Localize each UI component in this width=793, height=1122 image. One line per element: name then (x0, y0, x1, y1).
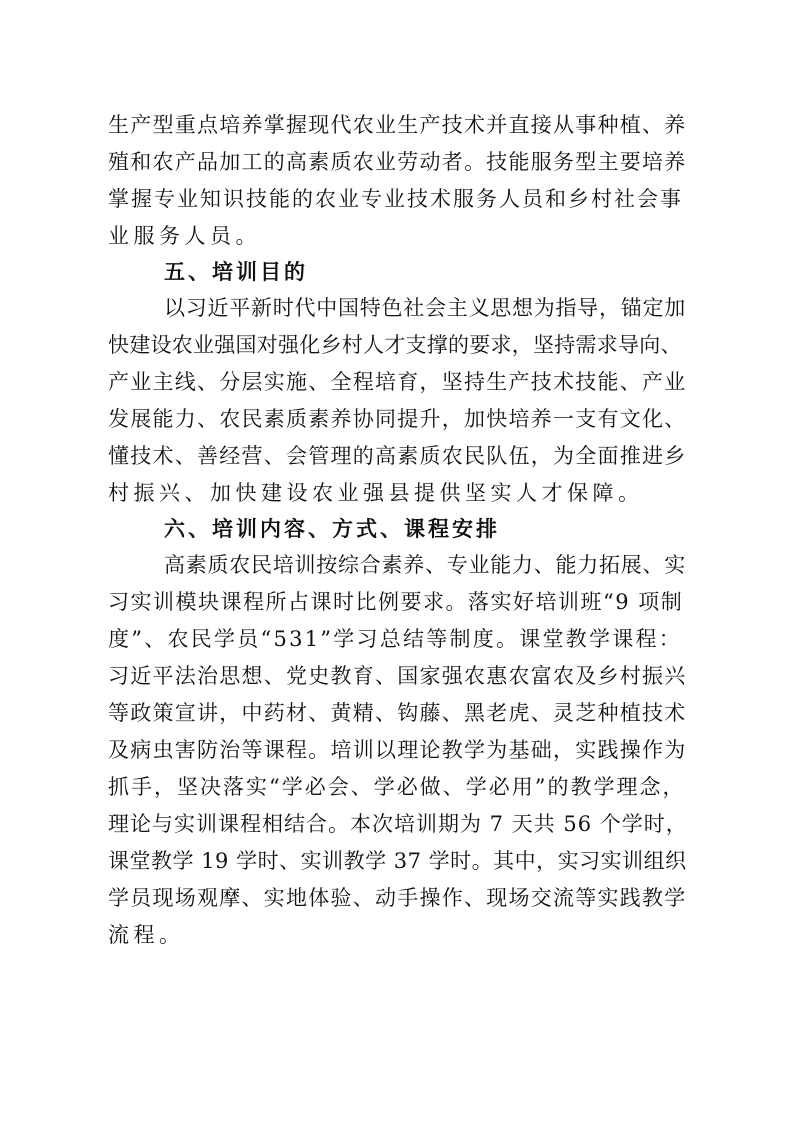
section-heading: 五、培训目的 (164, 260, 308, 284)
paragraph-line: 及病虫害防治等课程。培训以理论教学为基础，实践操作为 (108, 738, 687, 762)
paragraph-line: 掌握专业知识技能的农业专业技术服务人员和乡村社会事 (108, 187, 683, 211)
paragraph-line: 以习近平新时代中国特色社会主义思想为指导，锚定加 (164, 296, 686, 320)
paragraph-line: 懂技术、善经营、会管理的高素质农民队伍，为全面推进乡 (108, 444, 687, 468)
paragraph-line: 高素质农民培训按综合素养、专业能力、能力拓展、实 (164, 553, 686, 577)
paragraph-line: 度”、农民学员“531”学习总结等制度。课堂教学课程： (108, 627, 683, 651)
paragraph-line: 等政策宣讲，中药材、黄精、钩藤、黑老虎、灵芝种植技术 (108, 701, 687, 725)
paragraph-line: 生产型重点培养掌握现代农业生产技术并直接从事种植、养 (108, 113, 687, 137)
section-heading: 六、培训内容、方式、课程安排 (164, 517, 500, 541)
paragraph-line: 理论与实训课程相结合。本次培训期为 7 天共 56 个学时， (108, 812, 688, 836)
paragraph-line: 业服务人员。 (108, 224, 261, 248)
paragraph-line: 流程。 (108, 923, 185, 947)
paragraph-line: 习实训模块课程所占课时比例要求。落实好培训班“9 项制 (108, 590, 684, 614)
paragraph-line: 殖和农产品加工的高素质农业劳动者。技能服务型主要培养 (108, 150, 687, 174)
paragraph-line: 村振兴、加快建设农业强县提供坚实人才保障。 (108, 481, 644, 505)
paragraph-line: 发展能力、农民素质素养协同提升，加快培养一支有文化、 (108, 407, 687, 431)
paragraph-line: 产业主线、分层实施、全程培育，坚持生产技术技能、产业 (108, 370, 687, 394)
paragraph-line: 课堂教学 19 学时、实训教学 37 学时。其中，实习实训组织 (108, 849, 687, 873)
paragraph-line: 快建设农业强国对强化乡村人才支撑的要求，坚持需求导向、 (108, 333, 682, 357)
paragraph-line: 学员现场观摩、实地体验、动手操作、现场交流等实践教学 (108, 886, 687, 910)
paragraph-line: 抓手，坚决落实“学必会、学必做、学必用”的教学理念， (108, 775, 686, 799)
paragraph-line: 习近平法治思想、党史教育、国家强农惠农富农及乡村振兴 (108, 664, 687, 688)
